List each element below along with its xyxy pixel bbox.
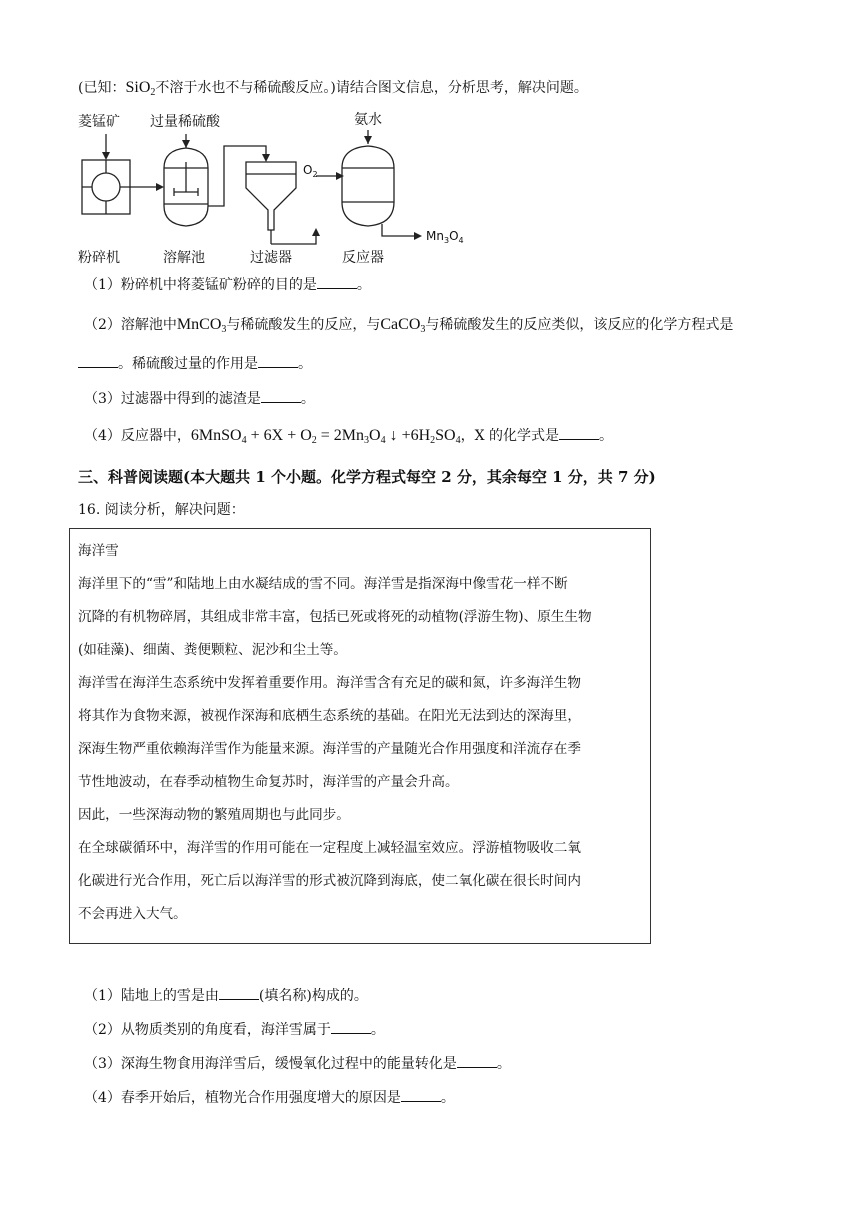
reaction-equation: 6MnSO$_4$ + $6X + O_2 = 2Mn_3O_4$ ↓ $+6H_2SO_4$	[190, 427, 461, 446]
passage-line: 在全球碳循环中，海洋雪的作用可能在一定程度上减轻温室效应。浮游植物吸收二氧	[78, 840, 581, 856]
passage-line: 不会再进入大气。	[78, 906, 187, 922]
passage-line: 沉降的有机物碎屑，其组成非常丰富，包括已死或将死的动植物(浮游生物)、原生生物	[78, 609, 592, 625]
answer-blank[interactable]	[219, 987, 259, 1000]
q15-part2-line2: 。稀硫酸过量的作用是 。	[78, 354, 312, 374]
q15-part2: （2）溶解池中MnCO$_3$与稀硫酸发生的反应，与CaCO$_3$与稀硫酸发生的反应类似，该反应的化学方程式是	[84, 316, 734, 335]
answer-blank[interactable]	[457, 1055, 497, 1068]
intro-suffix: 不溶于水也不与稀硫酸反应。)请结合图文信息，分析思考，解决问题。	[155, 80, 588, 96]
answer-blank[interactable]	[317, 276, 357, 289]
unit-label-reactor: 反应器	[342, 250, 384, 266]
answer-blank[interactable]	[401, 1089, 441, 1102]
sio2-formula: SiO$_2$	[125, 79, 156, 98]
passage-line: 海洋雪在海洋生态系统中发挥着重要作用。海洋雪含有充足的碳和氮，许多海洋生物	[78, 675, 581, 691]
q16-part4: （4）春季开始后，植物光合作用强度增大的原因是 。	[84, 1090, 455, 1106]
filter-funnel	[246, 162, 296, 230]
product-label: $Mn_3O_4$	[426, 229, 464, 245]
passage-line: 化碳进行光合作用，死亡后以海洋雪的形式被沉降到海底，使二氧化碳在很长时间内	[78, 873, 581, 889]
crusher-wheel	[92, 173, 120, 201]
reading-passage-box	[69, 528, 651, 944]
q15-part1: （1）粉碎机中将菱锰矿粉碎的目的是 。	[84, 277, 371, 293]
o2-label: $O_2$	[303, 163, 318, 179]
passage-line: 将其作为食物来源，被视作深海和底栖生态系统的基础。在阳光无法到达的深海里，	[78, 708, 581, 724]
answer-blank[interactable]	[559, 427, 599, 440]
passage-line: (如硅藻)、细菌、粪便颗粒、泥沙和尘土等。	[78, 642, 347, 658]
q15-part3: （3）过滤器中得到的滤渣是 。	[84, 391, 315, 407]
answer-blank[interactable]	[331, 1021, 371, 1034]
passage-line: 因此，一些深海动物的繁殖周期也与此同步。	[78, 807, 350, 823]
q16-part1: （1）陆地上的雪是由 (填名称)构成的。	[84, 988, 368, 1004]
intro-prefix: (已知：	[78, 80, 126, 96]
answer-blank[interactable]	[261, 390, 301, 403]
passage-line: 节性地波动，在春季动植物生命复苏时，海洋雪的产量会升高。	[78, 774, 459, 790]
section-heading: 三、科普阅读题(本大题共 1 个小题。化学方程式每空 2 分，其余每空 1 分，共 7 分)	[78, 468, 656, 486]
ammonia-label: 氨水	[354, 112, 382, 128]
caco3-formula: CaCO$_3$	[380, 316, 426, 335]
answer-blank[interactable]	[258, 355, 298, 368]
q15-part4: （4）反应器中，6MnSO$_4$ + $6X + O_2 = 2Mn_3O_4$ ↓ $+6H_2SO_4$，X 的化学式是 。	[84, 427, 614, 446]
reactor-vessel	[342, 146, 394, 226]
intro-line	[78, 78, 588, 103]
passage-line: 深海生物严重依赖海洋雪作为能量来源。海洋雪的产量随光合作用强度和洋流存在季	[78, 741, 581, 757]
unit-label-filter: 过滤器	[250, 250, 292, 266]
unit-label-dissolver: 溶解池	[163, 250, 205, 266]
unit-label-crusher: 粉碎机	[78, 250, 120, 266]
feed-label: 菱锰矿	[78, 114, 120, 130]
q16-part2: （2）从物质类别的角度看，海洋雪属于 。	[84, 1022, 385, 1038]
process-diagram	[70, 106, 464, 272]
mnco3-formula: MnCO$_3$	[176, 316, 227, 335]
passage-title: 海洋雪	[78, 543, 119, 559]
passage-line: 海洋里下的“雪”和陆地上由水凝结成的雪不同。海洋雪是指深海中像雪花一样不断	[78, 576, 568, 592]
q16-part3: （3）深海生物食用海洋雪后，缓慢氧化过程中的能量转化是 。	[84, 1056, 511, 1072]
q16-intro: 16. 阅读分析，解决问题：	[78, 502, 245, 518]
answer-blank[interactable]	[78, 355, 118, 368]
acid-label: 过量稀硫酸	[150, 114, 220, 130]
